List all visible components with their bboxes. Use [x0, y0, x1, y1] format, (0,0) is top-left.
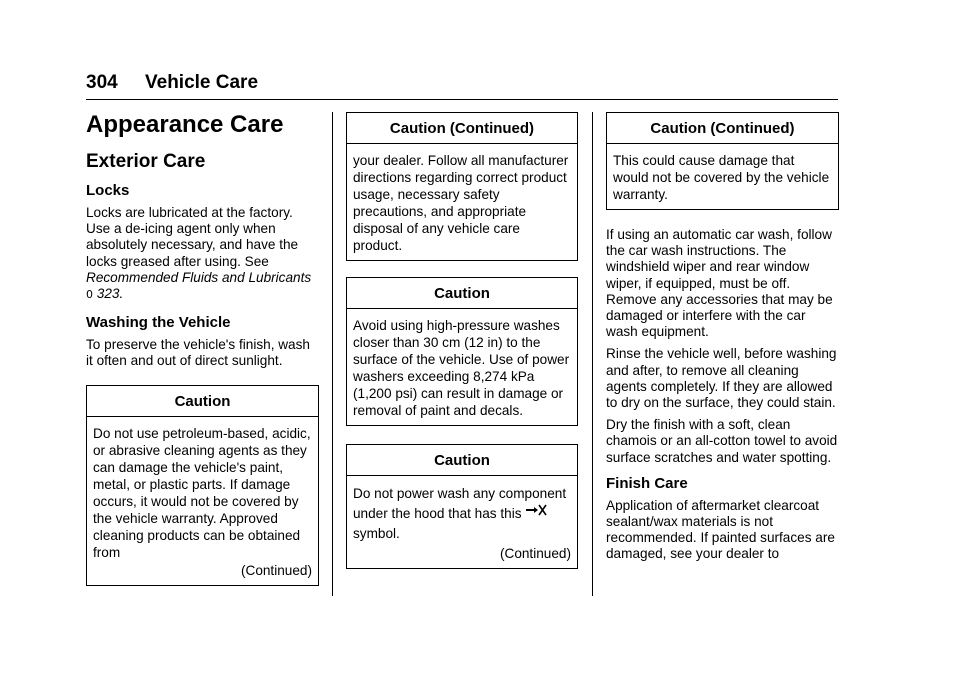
caution-box-3	[346, 444, 578, 569]
column-divider-1	[332, 112, 333, 596]
locks-paragraph	[86, 205, 319, 303]
caution-title: Caution	[347, 278, 577, 309]
caution-body	[87, 417, 318, 585]
car-wash-paragraph: If using an automatic car wash, follow the car wash instructions. The windshield wiper and rear window wiper, if equipped, must be off. Remove any accessories that may be damaged or interfere with the car wash equipment.	[606, 227, 833, 340]
page-number: 304	[86, 72, 118, 93]
caution-box-continued	[606, 112, 839, 210]
caution-box-continued	[346, 112, 578, 261]
caution-text-b: symbol.	[353, 526, 400, 541]
page-header	[86, 72, 838, 100]
finish-care-heading: Finish Care	[606, 474, 688, 492]
reference-arrow-icon: 0	[86, 288, 93, 302]
caution-title: Caution (Continued)	[607, 113, 838, 144]
locks-text: Locks are lubricated at the factory. Use a de-icing agent only when absolutely necessary, and have the locks greased after using. See	[86, 205, 299, 269]
caution-box-1	[86, 385, 319, 586]
washing-paragraph: To preserve the vehicle's finish, wash it often and out of direct sunlight.	[86, 337, 310, 369]
caution-title: Caution (Continued)	[347, 113, 577, 144]
washing-heading: Washing the Vehicle	[86, 314, 231, 332]
caution-text: Do not use petroleum-based, acidic, or abrasive cleaning agents as they can damage the vehicle's paint, metal, or plastic parts. If damage occurs, it would not be covered by the vehicle warranty. Approved cleaning products can be obtained from	[93, 425, 311, 560]
continued-label: (Continued)	[240, 562, 312, 578]
continued-label: (Continued)	[499, 546, 571, 561]
rinse-paragraph: Rinse the vehicle well, before washing and after, to remove all cleaning agents completely. If they are allowed to dry on the surface, they could stain.	[606, 346, 837, 411]
column-1	[86, 108, 319, 586]
caution-text-a: Do not power wash any component under the hood that has this	[353, 486, 567, 521]
subsection-heading: Exterior Care	[86, 151, 206, 172]
column-2	[346, 112, 578, 569]
caution-body: your dealer. Follow all manufacturer directions regarding correct product usage, necessary safety precautions, and appropriate disposal of any vehicle care product.	[353, 153, 569, 253]
locks-heading: Locks	[86, 182, 130, 199]
finish-care-paragraph: Application of aftermarket clearcoat sealant/wax materials is not recommended. If painted surfaces are damaged, see your dealer to	[606, 497, 835, 562]
section-title: Vehicle Care	[145, 72, 259, 93]
caution-body	[347, 476, 577, 568]
column-3	[606, 112, 839, 563]
caution-title: Caution	[87, 386, 318, 417]
column-divider-2	[592, 112, 593, 596]
dry-paragraph: Dry the finish with a soft, clean chamois or an all-cotton towel to avoid surface scratches and water spotting.	[606, 417, 838, 465]
caution-box-2	[346, 277, 578, 426]
caution-body: This could cause damage that would not be covered by the vehicle warranty.	[613, 153, 830, 202]
locks-reference-link[interactable]: Recommended Fluids and Lubricants 0 323.	[86, 269, 312, 302]
chapter-heading: Appearance Care	[86, 111, 284, 138]
no-power-wash-icon	[525, 504, 547, 516]
caution-body: Avoid using high-pressure washes closer than 30 cm (12 in) to the surface of the vehicle. Use of power washers exceeding 8,274 kPa (1,200 psi) can result in damage or removal of paint and decals.	[353, 318, 570, 418]
caution-title: Caution	[347, 445, 577, 476]
